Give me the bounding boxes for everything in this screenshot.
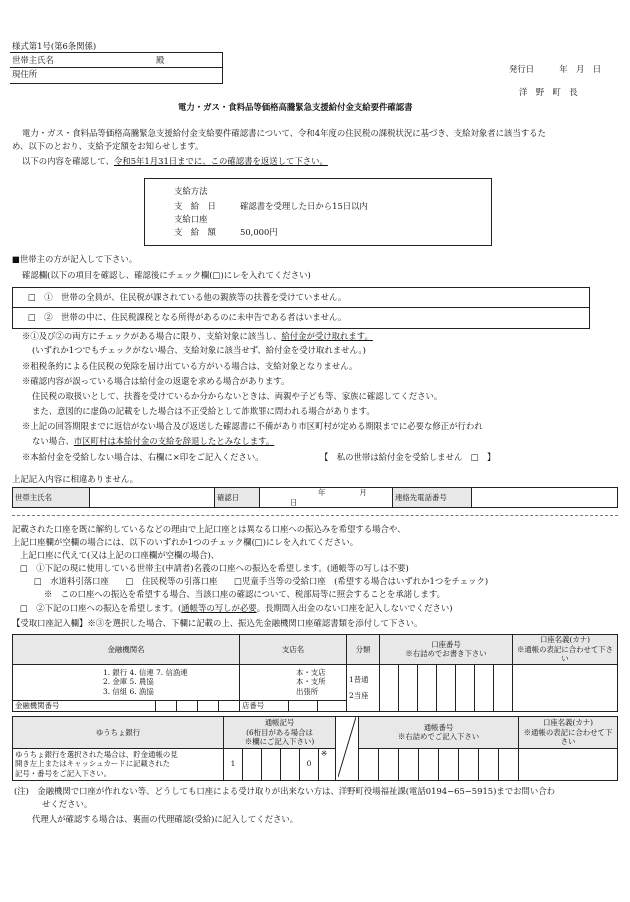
confirm-table xyxy=(12,487,618,508)
issue-date: 発行日 年 月 日 xyxy=(509,64,602,74)
note-1b: (いずれか1つでもチェックがない場合、支給対象に該当せず、給付金を受け取れません。) xyxy=(32,345,366,355)
issuer: 洋 野 町 長 xyxy=(519,87,578,97)
confirm-date-label: 確認日 xyxy=(215,488,260,508)
account-digit[interactable] xyxy=(475,664,494,711)
yucho-number-digit[interactable] xyxy=(419,748,439,780)
note-4b: ない場合、市区町村は本給付金の支給を辞退したとみなします。 xyxy=(32,436,275,446)
intro-line-2: め、以下のとおり、支給予定額をお知らせします。 xyxy=(12,141,204,151)
yucho-number-digit[interactable] xyxy=(439,748,459,780)
s2-line-3: 上記口座に代えて(又は上記の口座欄が空欄の場合)、 xyxy=(20,550,220,560)
confirm-name-field[interactable] xyxy=(90,488,215,508)
householder-label: 世帯主氏名 xyxy=(12,55,54,65)
bank-number-digit[interactable] xyxy=(219,700,240,711)
type-header: 分類 xyxy=(347,635,380,665)
account-digit[interactable] xyxy=(418,664,437,711)
note-3b: 住民税の取扱いとして、扶養を受けているか分からないときは、両親や子ども等、家族に確認してください。 xyxy=(32,391,443,401)
yucho-table xyxy=(12,716,618,781)
note-3c: また、意図的に虚偽の記載をした場合は不正受給として詐欺罪に問われる場合があります。 xyxy=(32,406,375,416)
dashed-divider xyxy=(12,515,618,516)
page-title: 電力・ガス・食料品等価格高騰緊急支援給付金支給要件確認書 xyxy=(178,102,413,112)
bank-number-digit[interactable] xyxy=(198,700,219,711)
s2-account-heading: 【受取口座記入欄】※③を選択した場合、下欄に記載の上、振込先金融機関口座確認書類を添付して下さい。 xyxy=(12,618,423,628)
intro-line-1: 電力・ガス・食料品等価格高騰緊急支援給付金支給要件確認書について、令和4年度の住民税の課税状況に基づき、支給対象者に該当するた xyxy=(22,128,546,138)
branch-number-digit[interactable] xyxy=(318,700,347,711)
yucho-code-digit: 0 xyxy=(300,748,319,780)
bank-number-digit[interactable] xyxy=(156,700,177,711)
yucho-code-digit: 1 xyxy=(224,748,243,780)
bank-number-digit[interactable] xyxy=(177,700,198,711)
account-digit[interactable] xyxy=(456,664,475,711)
payment-date-label: 支 給 日 xyxy=(174,201,216,211)
branch-number-digit[interactable] xyxy=(289,700,318,711)
section1-sub: 確認欄(以下の項目を確認し、確認後にチェック欄(□)にレを入れてください) xyxy=(22,270,311,280)
bank-name-field[interactable]: 1. 銀行 4. 信連 7. 信漁連 2. 金庫 5. 農協 3. 信組 6. 漁協 xyxy=(13,664,240,700)
payment-amount-value: 50,000円 xyxy=(240,227,278,237)
slash-icon xyxy=(338,717,356,777)
contact-field[interactable] xyxy=(472,488,618,508)
divider xyxy=(10,67,222,68)
bank-table xyxy=(12,634,618,712)
yucho-name-header: 口座名義(カナ) ※通帳の表記に合わせて下さい xyxy=(519,717,618,749)
bank-number-label: 金融機関番号 xyxy=(13,700,156,711)
note-5: ※本給付金を受給しない場合は、右欄に×印をご記入ください。 xyxy=(22,452,264,462)
s2-option-1[interactable]: □ ①下記の現に使用している世帯主(申請者)名義の口座への振込を希望します。(通帳等の写しは不要) xyxy=(20,563,409,573)
yucho-name-field[interactable] xyxy=(519,748,618,780)
confirm-date-field[interactable]: 年 月日 xyxy=(260,488,393,508)
account-digit[interactable] xyxy=(437,664,456,711)
yucho-number-digit[interactable] xyxy=(479,748,499,780)
section1-heading: ■世帯主の方が記入して下さい。 xyxy=(12,254,138,264)
form-number: 様式第1号(第6条関係) xyxy=(12,41,97,51)
note-1: ※①及び②の両方にチェックがある場合に限り、支給対象に該当し、給付金が受け取れます。 xyxy=(22,331,373,341)
note-4: ※上記の回答期限までに返信がない場合及び返送した確認書に不備があり市区町村が定める期限までに必要な修正が行われ xyxy=(22,421,483,431)
branch-field[interactable]: 本・支店 本・支所 出張所 xyxy=(240,664,347,700)
account-digit[interactable] xyxy=(494,664,513,711)
account-digit[interactable] xyxy=(399,664,418,711)
yucho-code-digit[interactable] xyxy=(281,748,300,780)
footer-note-1b: せください。 xyxy=(42,799,93,809)
yucho-number-digit[interactable] xyxy=(459,748,479,780)
yucho-code-header: 通帳記号 (6桁目がある場合は ※欄にご記入下さい) xyxy=(224,717,336,749)
s2-line-1: 記載された口座を既に解約しているなどの理由で上記口座とは異なる口座への振込みを希望する場合や、 xyxy=(12,524,406,534)
s2-line-2: 上記口座欄が空欄の場合には、以下のいずれか1つのチェック欄(□)にレを入れてください。 xyxy=(12,537,359,547)
type-field[interactable]: 1普通 2当座 xyxy=(347,664,380,711)
divider xyxy=(12,307,590,308)
yucho-number-digit[interactable] xyxy=(359,748,379,780)
payment-method-label: 支給方法 xyxy=(174,186,208,196)
s2-option-2[interactable]: □ ②下記の口座への振込を希望します。(通帳等の写しが必要。長期間入出金のない口座を記入しないでください) xyxy=(20,603,453,613)
confirm-name-label: 世帯主氏名 xyxy=(13,488,90,508)
s2-consent: ※ この口座への振込を希望する場合、当該口座の確認について、税部局等に照会することを承諾します。 xyxy=(44,589,445,599)
address-label: 現住所 xyxy=(12,69,38,79)
yucho-code-digit[interactable] xyxy=(262,748,281,780)
account-number-header: 口座番号 ※右詰めでお書き下さい xyxy=(380,635,513,665)
bank-name-header: 金融機関名 xyxy=(13,635,240,665)
footer-note-2: 代理人が確認する場合は、裏面の代理確認(受給)に記入してください。 xyxy=(32,814,299,824)
yucho-number-header: 通帳番号 ※右詰めでご記入下さい xyxy=(359,717,519,749)
yucho-number-digit[interactable] xyxy=(499,748,519,780)
payment-amount-label: 支 給 額 xyxy=(174,227,216,237)
yucho-code-extra[interactable]: ※ xyxy=(319,748,336,780)
account-name-field[interactable] xyxy=(513,664,618,711)
note-2: ※租税条約による住民税の免除を届け出ている方がいる場合は、支給対象となりません。 xyxy=(22,361,358,371)
yucho-number-digit[interactable] xyxy=(379,748,399,780)
check-item-2[interactable]: □ ② 世帯の中に、住民税課税となる所得があるのに未申告である者はいません。 xyxy=(28,312,347,322)
payment-date-value: 確認書を受理した日から15日以内 xyxy=(240,201,368,211)
payment-account-label: 支給口座 xyxy=(174,214,208,224)
confirm-text: 上記記入内容に相違ありません。 xyxy=(12,474,139,484)
slash-cell xyxy=(336,717,359,781)
yucho-description: ゆうちょ銀行を選択された場合は、貯金通帳の見 開き左上またはキャッシュカードに記載された 記号・番号をご記入下さい。 xyxy=(13,748,224,780)
s2-suboptions[interactable]: □ 水道料引落口座 □ 住民税等の引落口座 □児童手当等の受給口座 (希望する場合はいずれか1つをチェック) xyxy=(34,576,489,586)
dono-text: 殿 xyxy=(156,55,165,65)
branch-header: 支店名 xyxy=(240,635,347,665)
account-name-header: 口座名義(カナ) ※通帳の表記に合わせて下さい xyxy=(513,635,618,665)
yucho-code-digit[interactable] xyxy=(243,748,262,780)
note-3: ※確認内容が誤っている場合は給付金の返還を求める場合があります。 xyxy=(22,376,290,386)
branch-number-label: 店番号 xyxy=(240,700,289,711)
intro-line-3: 以下の内容を確認して、令和5年1月31日までに、この確認書を返送して下さい。 xyxy=(22,156,328,166)
decline-checkbox[interactable]: 【 私の世帯は給付金を受給しません □ 】 xyxy=(320,452,496,462)
yucho-number-digit[interactable] xyxy=(399,748,419,780)
account-digit[interactable] xyxy=(380,664,399,711)
yucho-header: ゆうちょ銀行 xyxy=(13,717,224,749)
footer-note-1: (注) 金融機関で口座が作れない等、どうしても口座による受け取りが出来ない方は、洋野町役場福祉課(電話0194−65−5915)までお問い合わ xyxy=(14,786,556,796)
check-item-1[interactable]: □ ① 世帯の全員が、住民税が課されている他の親族等の扶養を受けていません。 xyxy=(28,292,347,302)
contact-label: 連絡先電話番号 xyxy=(393,488,472,508)
